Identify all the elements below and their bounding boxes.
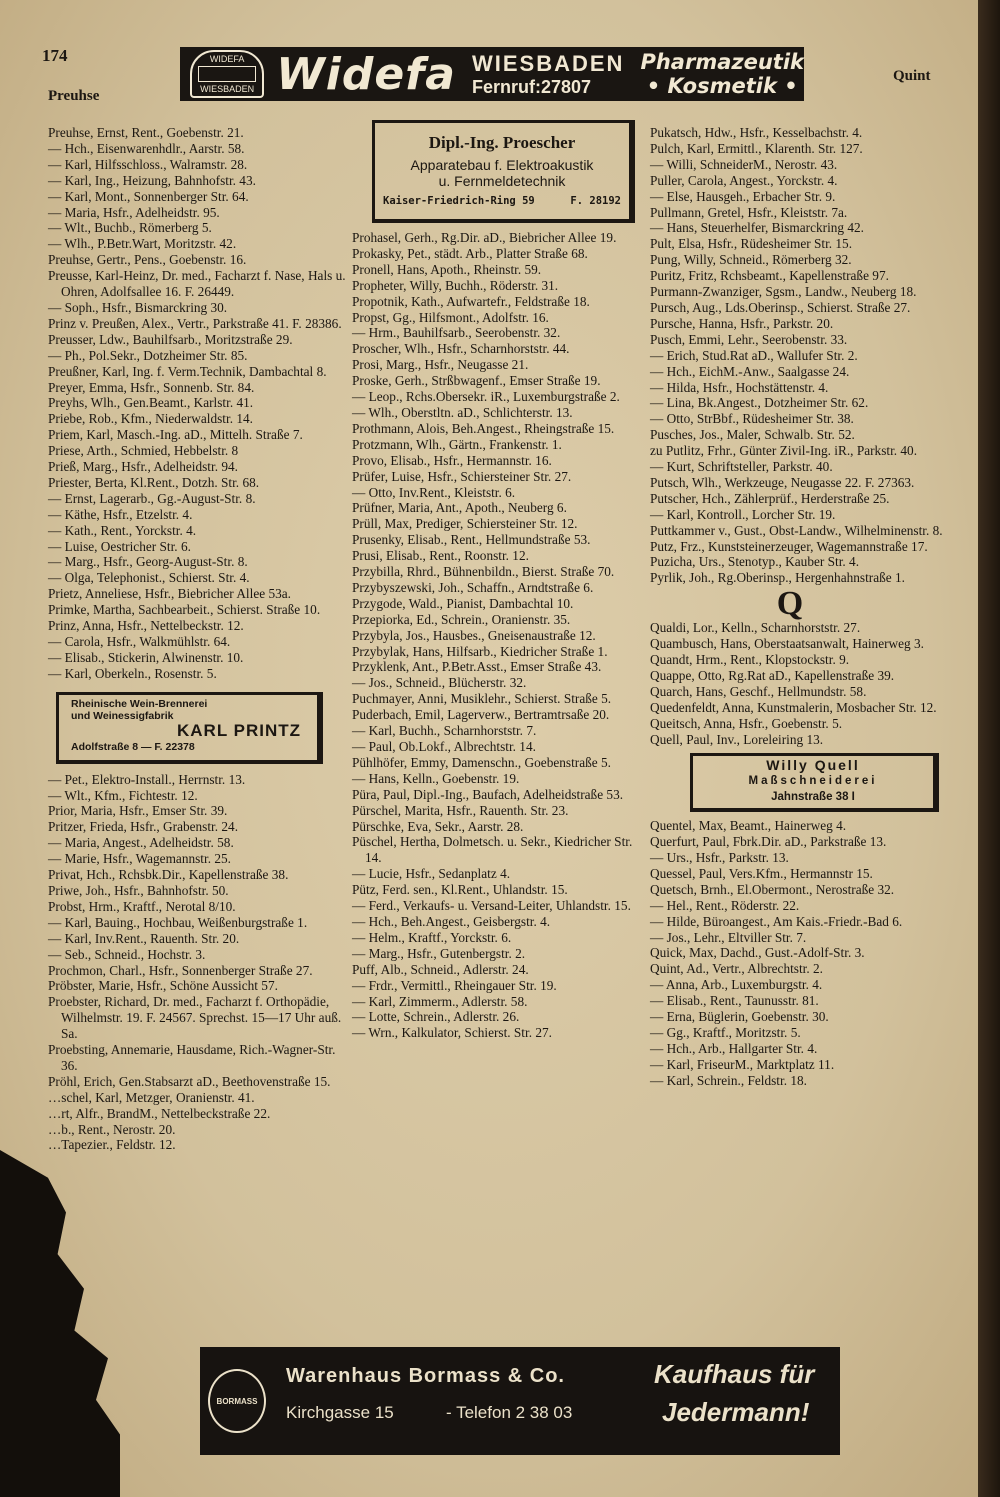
widefa-logo-top-text: WIDEFA bbox=[209, 54, 245, 64]
directory-entry: — Else, Hausgeh., Erbacher Str. 9. bbox=[650, 188, 836, 204]
directory-entry: Quetsch, Brnh., El.Obermont., Nerostraße 32. bbox=[650, 881, 895, 897]
directory-entry: — Karl, Oberkeln., Rosenstr. 5. bbox=[48, 665, 217, 681]
directory-entry: — Hilda, Hsfr., Hochstättenstr. 4. bbox=[650, 379, 829, 395]
headword-right: Quint bbox=[893, 68, 931, 84]
directory-entry: Prüfner, Maria, Ant., Apoth., Neuberg 6. bbox=[352, 500, 567, 516]
directory-entry: — Ferd., Verkaufs- u. Versand-Leiter, Uhlandstr. 15. bbox=[352, 898, 631, 914]
directory-entry: — Kath., Rent., Yorckstr. 4. bbox=[48, 522, 197, 538]
directory-entry: — Hch., Arb., Hallgarter Str. 4. bbox=[650, 1040, 818, 1056]
directory-entry: — Jos., Lehr., Eltviller Str. 7. bbox=[650, 929, 807, 945]
directory-entry: Proebsting, Annemarie, Hausdame, Rich.-Wagner-Str. 36. bbox=[48, 1042, 336, 1073]
bormass-slogan-line1: Kaufhaus für bbox=[654, 1359, 815, 1389]
directory-entry: Puller, Carola, Angest., Yorckstr. 4. bbox=[650, 172, 838, 188]
widefa-contact bbox=[472, 51, 624, 98]
directory-entry: Pütz, Ferd. sen., Kl.Rent., Uhlandstr. 15. bbox=[352, 882, 568, 898]
directory-entry: Püra, Paul, Dipl.-Ing., Baufach, Adelheidstraße 53. bbox=[352, 786, 624, 802]
directory-entry: Prohasel, Gerh., Rg.Dir. aD., Biebricher Allee 19. bbox=[352, 230, 617, 245]
directory-entry: — Wlh., Oberstltn. aD., Schlichterstr. 13. bbox=[352, 404, 573, 420]
directory-entry: Quentel, Max, Beamt., Hainerweg 4. bbox=[650, 818, 847, 834]
directory-entry: — Gg., Kraftf., Moritzstr. 5. bbox=[650, 1024, 801, 1040]
headword-left: Preuhse bbox=[48, 88, 100, 104]
column-a bbox=[48, 125, 348, 1153]
widefa-advertisement bbox=[180, 47, 804, 101]
quell-advertisement bbox=[690, 753, 939, 812]
directory-entry: Priwe, Joh., Hsfr., Bahnhofstr. 50. bbox=[48, 882, 229, 898]
directory-entry: — Hch., EichM.-Anw., Saalgasse 24. bbox=[650, 363, 850, 379]
directory-entry: Pult, Elsa, Hsfr., Rüdesheimer Str. 15. bbox=[650, 236, 853, 252]
directory-entry: Prüfer, Luise, Hsfr., Schiersteiner Str. 27. bbox=[352, 468, 572, 484]
directory-entry: — Olga, Telephonist., Schierst. Str. 4. bbox=[48, 570, 250, 586]
directory-entry: — Elisab., Rent., Taunusstr. 81. bbox=[650, 993, 819, 1009]
directory-entry: Preusser, Ldw., Bauhilfsarb., Moritzstraße 29. bbox=[48, 331, 293, 347]
proescher-contact bbox=[383, 195, 621, 207]
directory-entry: Pusches, Jos., Maler, Schwalb. Str. 52. bbox=[650, 427, 855, 443]
page-number: 174 bbox=[42, 46, 68, 65]
directory-entry: — Urs., Hsfr., Parkstr. 13. bbox=[650, 849, 789, 865]
directory-entry: — Hilde, Büroangest., Am Kais.-Friedr.-Bad 6. bbox=[650, 913, 903, 929]
directory-entry: Quick, Max, Dachd., Gust.-Adolf-Str. 3. bbox=[650, 945, 865, 961]
quell-trade: Maßschneiderei bbox=[748, 775, 878, 788]
directory-entry: — Hch., Beh.Angest., Geisbergstr. 4. bbox=[352, 913, 551, 929]
directory-entry: Pukatsch, Hdw., Hsfr., Kesselbachstr. 4. bbox=[650, 125, 863, 140]
proescher-address: Kaiser-Friedrich-Ring 59 bbox=[383, 195, 535, 207]
directory-entry: Pursche, Hanna, Hsfr., Parkstr. 20. bbox=[650, 315, 834, 331]
directory-entry: Putscher, Hch., Zählerprüf., Herderstraße 25. bbox=[650, 490, 890, 506]
directory-entry: Quedenfeldt, Anna, Kunstmalerin, Mosbacher Str. 12. bbox=[650, 699, 937, 715]
directory-entry: Preuhse, Ernst, Rent., Goebenstr. 21. bbox=[48, 125, 244, 140]
directory-entry: Przyklenk, Ant., P.Betr.Asst., Emser Straße 43. bbox=[352, 659, 602, 675]
quell-name: Willy Quell bbox=[766, 757, 860, 774]
directory-entry: Proske, Gerh., Strßbwagenf., Emser Straße 19. bbox=[352, 373, 601, 389]
directory-entry: Purmann-Zwanziger, Sgsm., Landw., Neuberg 18. bbox=[650, 284, 917, 300]
directory-entry: — Karl, Hilfsschloss., Walramstr. 28. bbox=[48, 156, 248, 172]
directory-entry: — Karl, Buchh., Scharnhorststr. 7. bbox=[352, 723, 537, 739]
widefa-phone: Fernruf:27807 bbox=[472, 76, 592, 97]
directory-entry: Pürschel, Marita, Hsfr., Rauenth. Str. 23. bbox=[352, 802, 569, 818]
letter-heading: Q bbox=[776, 585, 804, 623]
printz-advertisement bbox=[56, 692, 323, 764]
directory-entry: — Marg., Hsfr., Gutenbergstr. 2. bbox=[352, 945, 526, 961]
directory-entry: Proscher, Wlh., Hsfr., Scharnhorststr. 44. bbox=[352, 341, 570, 357]
directory-entry: …rt, Alfr., BrandM., Nettelbeckstraße 22. bbox=[48, 1105, 271, 1121]
torn-page-corner bbox=[0, 1150, 120, 1497]
bormass-address: Kirchgasse 15 bbox=[286, 1403, 394, 1422]
globe-icon bbox=[208, 1369, 266, 1433]
directory-entry: — Lucie, Hsfr., Sedanplatz 4. bbox=[352, 866, 511, 882]
directory-entry: Preußner, Karl, Ing. f. Verm.Technik, Dambachtal 8. bbox=[48, 363, 327, 379]
printz-address: Adolfstraße 8 — F. 22378 bbox=[71, 740, 195, 753]
proescher-phone: F. 28192 bbox=[570, 195, 621, 207]
directory-entry: — Wlt., Kfm., Fichtestr. 12. bbox=[48, 787, 198, 803]
directory-entry: Priem, Karl, Masch.-Ing. aD., Mittelh. Straße 7. bbox=[48, 427, 303, 443]
widefa-line1: Pharmazeutik bbox=[640, 50, 804, 74]
proescher-advertisement bbox=[372, 120, 635, 223]
directory-entry: Propotnik, Kath., Aufwartefr., Feldstraße 18. bbox=[352, 293, 590, 309]
directory-entry: Puff, Alb., Schneid., Adlerstr. 24. bbox=[352, 961, 529, 977]
directory-entry: Pröbster, Marie, Hsfr., Schöne Aussicht 57. bbox=[48, 978, 278, 994]
directory-entry: Pulch, Karl, Ermittl., Klarenth. Str. 127. bbox=[650, 140, 863, 156]
widefa-products bbox=[640, 50, 804, 98]
directory-entry: Priester, Berta, Kl.Rent., Dotzh. Str. 68. bbox=[48, 474, 260, 490]
directory-entry: Pürschke, Eva, Sekr., Aarstr. 28. bbox=[352, 818, 524, 834]
printz-line2: und Weinessigfabrik bbox=[71, 709, 174, 722]
directory-entry: Queitsch, Anna, Hsfr., Goebenstr. 5. bbox=[650, 715, 843, 731]
directory-entry: Protzmann, Wlh., Gärtn., Frankenstr. 1. bbox=[352, 436, 562, 452]
bormass-advertisement bbox=[200, 1347, 840, 1455]
directory-entry: — Erich, Stud.Rat aD., Wallufer Str. 2. bbox=[650, 347, 858, 363]
directory-entry: Przygode, Wald., Pianist, Dambachtal 10. bbox=[352, 595, 574, 611]
entry-list-a2 bbox=[48, 772, 348, 1154]
directory-entry: — Hel., Rent., Röderstr. 22. bbox=[650, 897, 800, 913]
directory-entry: Prüll, Max, Prediger, Schiersteiner Str. 12. bbox=[352, 516, 578, 532]
directory-entry: Pröhl, Erich, Gen.Stabsarzt aD., Beethovenstraße 15. bbox=[48, 1073, 331, 1089]
directory-entry: Prietz, Anneliese, Hsfr., Biebricher Allee 53a. bbox=[48, 586, 291, 602]
directory-entry: — Kurt, Schriftsteller, Parkstr. 40. bbox=[650, 459, 833, 475]
directory-entry: Priese, Arth., Schmied, Hebbelstr. 8 bbox=[48, 443, 239, 459]
directory-entry: — Carola, Hsfr., Walkmühlstr. 64. bbox=[48, 634, 231, 649]
directory-entry: Pursch, Aug., Lds.Oberinsp., Schierst. Straße 27. bbox=[650, 299, 911, 315]
directory-entry: — Jos., Schneid., Blücherstr. 32. bbox=[352, 675, 527, 691]
directory-entry: Primke, Martha, Sachbearbeit., Schierst. Straße 10. bbox=[48, 602, 321, 618]
directory-entry: — Elisab., Stickerin, Alwinenstr. 10. bbox=[48, 649, 244, 665]
widefa-city: WIESBADEN bbox=[472, 50, 625, 76]
quell-address: Jahnstraße 38 I bbox=[771, 791, 855, 804]
directory-entry: — Karl, Kontroll., Lorcher Str. 19. bbox=[650, 506, 836, 522]
directory-entry: Propheter, Willy, Buchh., Röderstr. 31. bbox=[352, 277, 559, 293]
directory-entry: — Lotte, Schrein., Adlerstr. 26. bbox=[352, 1009, 520, 1025]
directory-entry: — Otto, StrBbf., Rüdesheimer Str. 38. bbox=[650, 411, 854, 427]
directory-entry: — Paul, Ob.Lokf., Albrechtstr. 14. bbox=[352, 739, 536, 754]
entry-list-a bbox=[48, 125, 348, 682]
directory-entry: — Karl, Ing., Heizung, Bahnhofstr. 43. bbox=[48, 172, 256, 188]
directory-entry: — Leop., Rchs.Obersekr. iR., Luxemburgstraße 2. bbox=[352, 389, 620, 405]
directory-entry: …b., Rent., Nerostr. 20. bbox=[48, 1121, 176, 1137]
directory-entry: — Helm., Kraftf., Yorckstr. 6. bbox=[352, 929, 512, 945]
directory-entry: — Maria, Angest., Adelheidstr. 58. bbox=[48, 835, 234, 851]
entry-list-c bbox=[650, 125, 950, 586]
directory-entry: …schel, Karl, Metzger, Oranienstr. 41. bbox=[48, 1089, 255, 1105]
directory-entry: Przybyszewski, Joh., Schaffn., Arndtstraße 6. bbox=[352, 579, 594, 595]
directory-entry: — Pet., Elektro-Install., Herrnstr. 13. bbox=[48, 771, 246, 787]
directory-entry: Puchmayer, Anni, Musiklehr., Schierst. Straße 5. bbox=[352, 691, 612, 707]
directory-entry: — Hans, Steuerhelfer, Bismarckring 42. bbox=[650, 220, 865, 236]
directory-entry: Pyrlik, Joh., Rg.Oberinsp., Hergenhahnstraße 1. bbox=[650, 570, 905, 586]
directory-entry: Propst, Gg., Hilfsmont., Adolfstr. 16. bbox=[352, 309, 549, 325]
directory-entry: Przybyla, Jos., Hausbes., Gneisenaustraße 12. bbox=[352, 627, 596, 643]
directory-entry: Quappe, Otto, Rg.Rat aD., Kapellenstraße 39. bbox=[650, 667, 895, 683]
directory-entry: Preusse, Karl-Heinz, Dr. med., Facharzt f. Nase, Hals u. Ohren, Adolfsallee 16. F. 26449. bbox=[48, 268, 346, 300]
directory-entry: Pusch, Emmi, Lehr., Seerobenstr. 33. bbox=[650, 331, 848, 347]
directory-entry: Prieß, Marg., Hsfr., Adelheidstr. 94. bbox=[48, 459, 238, 475]
directory-entry: — Ernst, Lagerarb., Gg.-August-Str. 8. bbox=[48, 490, 256, 506]
directory-entry: Probst, Hrm., Kraftf., Nerotal 8/10. bbox=[48, 898, 236, 914]
directory-entry: — Wlt., Buchb., Römerberg 5. bbox=[48, 220, 212, 236]
directory-entry: — Karl, Mont., Sonnenberger Str. 64. bbox=[48, 188, 249, 204]
directory-entry: Prusenky, Elisab., Rent., Hellmundstraße 53. bbox=[352, 532, 591, 548]
directory-entry: — Karl, Zimmerm., Adlerstr. 58. bbox=[352, 993, 528, 1009]
directory-entry: Pronell, Hans, Apoth., Rheinstr. 59. bbox=[352, 261, 542, 277]
directory-entry: Quessel, Paul, Vers.Kfm., Hermannstr 15. bbox=[650, 865, 873, 881]
directory-entry: — Hch., Eisenwarenhdlr., Aarstr. 58. bbox=[48, 140, 245, 156]
directory-entry: — Luise, Oestricher Str. 6. bbox=[48, 538, 191, 554]
directory-entry: — Frdr., Vermittl., Rheingauer Str. 19. bbox=[352, 977, 557, 993]
entry-list-b bbox=[352, 230, 648, 1041]
bormass-logo-text: BORMASS bbox=[216, 1396, 258, 1406]
directory-entry: Proebster, Richard, Dr. med., Facharzt f. Orthopädie, Wilhelmstr. 19. F. 24567. Sprechst. 15—17 Uhr auß. Sa. bbox=[48, 994, 342, 1042]
directory-entry: Quarch, Hans, Geschf., Hellmundstr. 58. bbox=[650, 683, 867, 699]
directory-entry: Prothmann, Alois, Beh.Angest., Rheingstraße 15. bbox=[352, 420, 615, 436]
bormass-phone: - Telefon 2 38 03 bbox=[446, 1403, 573, 1422]
directory-entry: Prusi, Elisab., Rent., Roonstr. 12. bbox=[352, 548, 529, 564]
directory-entry: Querfurt, Paul, Fbrk.Dir. aD., Parkstraße 13. bbox=[650, 834, 887, 850]
proescher-line1: Apparatebau f. Elektroakustik bbox=[410, 157, 594, 173]
directory-entry: — Karl, FriseurM., Marktplatz 11. bbox=[650, 1056, 835, 1072]
directory-entry: — Anna, Arb., Luxemburgstr. 4. bbox=[650, 977, 823, 993]
widefa-logo bbox=[190, 50, 264, 98]
entry-list-c3 bbox=[650, 818, 950, 1088]
directory-entry: Qualdi, Lor., Kelln., Scharnhorststr. 27. bbox=[650, 620, 861, 636]
proescher-line2: u. Fernmeldetechnik bbox=[438, 173, 566, 189]
directory-entry: — Käthe, Hsfr., Etzelstr. 4. bbox=[48, 506, 193, 522]
directory-entry: Quambusch, Hans, Oberstaatsanwalt, Hainerweg 3. bbox=[650, 636, 924, 652]
directory-entry: — Erna, Büglerin, Goebenstr. 30. bbox=[650, 1009, 829, 1025]
directory-entry: Quandt, Hrm., Rent., Klopstockstr. 9. bbox=[650, 652, 850, 667]
directory-entry: Przybilla, Rhrd., Bühnenbildn., Bierst. Straße 70. bbox=[352, 564, 615, 580]
directory-entry: — Otto, Inv.Rent., Kleiststr. 6. bbox=[352, 484, 516, 500]
directory-entry: Pung, Willy, Schneid., Römerberg 32. bbox=[650, 252, 852, 268]
directory-entry: Prosi, Marg., Hsfr., Neugasse 21. bbox=[352, 357, 529, 373]
directory-entry: — Seb., Schneid., Hochstr. 3. bbox=[48, 946, 206, 962]
directory-entry: Preyer, Emma, Hsfr., Sonnenb. Str. 84. bbox=[48, 379, 255, 395]
directory-entry: Putsch, Wlh., Werkzeuge, Neugasse 22. F. 27363. bbox=[650, 474, 915, 490]
directory-entry: Prinz v. Preußen, Alex., Vertr., Parkstraße 41. F. 28386. bbox=[48, 315, 342, 331]
directory-entry: Przybylak, Hans, Hilfsarb., Kiedricher Straße 1. bbox=[352, 643, 608, 659]
directory-entry: Prokasky, Pet., städt. Arb., Platter Straße 68. bbox=[352, 245, 588, 261]
directory-entry: — Marg., Hsfr., Georg-August-Str. 8. bbox=[48, 554, 248, 570]
directory-entry: Priebe, Rob., Kfm., Niederwaldstr. 14. bbox=[48, 411, 253, 427]
column-c bbox=[650, 125, 950, 1089]
directory-entry: zu Putlitz, Frhr., Günter Zivil-Ing. iR., Parkstr. 40. bbox=[650, 443, 918, 459]
bormass-name: Warenhaus Bormass & Co. bbox=[286, 1365, 565, 1387]
directory-entry: Puritz, Fritz, Rchsbeamt., Kapellenstraße 97. bbox=[650, 268, 889, 284]
directory-entry: Preuhse, Gertr., Pens., Goebenstr. 16. bbox=[48, 252, 247, 268]
directory-entry: Quell, Paul, Inv., Loreleiring 13. bbox=[650, 731, 824, 747]
directory-entry: Prior, Maria, Hsfr., Emser Str. 39. bbox=[48, 803, 228, 819]
directory-entry: Pullmann, Gretel, Hsfr., Kleiststr. 7a. bbox=[650, 204, 848, 220]
directory-entry: — Marie, Hsfr., Wagemannstr. 25. bbox=[48, 851, 231, 867]
directory-entry: Quint, Ad., Vertr., Albrechtstr. 2. bbox=[650, 961, 823, 977]
book-spine bbox=[978, 0, 1000, 1497]
directory-entry: — Hrm., Bauhilfsarb., Seerobenstr. 32. bbox=[352, 325, 561, 341]
directory-entry: — Karl, Inv.Rent., Rauenth. Str. 20. bbox=[48, 930, 240, 946]
directory-entry: — Maria, Hsfr., Adelheidstr. 95. bbox=[48, 204, 220, 220]
column-b bbox=[352, 230, 648, 1041]
directory-entry: Przepiorka, Ed., Schrein., Oranienstr. 35. bbox=[352, 611, 571, 627]
directory-entry: — Lina, Bk.Angest., Dotzheimer Str. 62. bbox=[650, 395, 869, 411]
printz-line1: Rheinische Wein-Brennerei bbox=[71, 697, 208, 710]
printz-name: KARL PRINTZ bbox=[176, 720, 301, 740]
directory-entry: …Tapezier., Feldstr. 12. bbox=[48, 1137, 176, 1153]
directory-entry: Putz, Frz., Kunststeinerzeuger, Wagemannstraße 17. bbox=[650, 538, 928, 554]
bormass-slogan-line2: Jedermann! bbox=[662, 1397, 810, 1427]
directory-entry: Puttkammer v., Gust., Obst-Landw., Wilhelminenstr. 8. bbox=[650, 522, 943, 538]
directory-entry: — Karl, Bauing., Hochbau, Weißenburgstraße 1. bbox=[48, 914, 308, 930]
directory-entry: — Wrn., Kalkulator, Schierst. Str. 27. bbox=[352, 1025, 552, 1041]
directory-entry: Preyhs, Wlh., Gen.Beamt., Karlstr. 41. bbox=[48, 395, 254, 411]
directory-entry: — Ph., Pol.Sekr., Dotzheimer Str. 85. bbox=[48, 347, 248, 363]
building-icon bbox=[198, 66, 256, 82]
directory-entry: Provo, Elisab., Hsfr., Hermannstr. 16. bbox=[352, 452, 552, 468]
widefa-line2: • Kosmetik • bbox=[646, 74, 798, 98]
directory-entry: Prinz, Anna, Hsfr., Nettelbeckstr. 12. bbox=[48, 618, 244, 634]
directory-entry: Pritzer, Frieda, Hsfr., Grabenstr. 24. bbox=[48, 819, 239, 835]
directory-entry: Prochmon, Charl., Hsfr., Sonnenberger Straße 27. bbox=[48, 962, 313, 978]
directory-entry: — Wlh., P.Betr.Wart, Moritzstr. 42. bbox=[48, 236, 237, 252]
directory-entry: Puderbach, Emil, Lagerverw., Bertramtrsaße 20. bbox=[352, 707, 610, 723]
widefa-logo-bottom-text: WIESBADEN bbox=[200, 84, 255, 94]
directory-entry: Püschel, Hertha, Dolmetsch. u. Sekr., Kiedricher Str. 14. bbox=[352, 834, 633, 866]
proescher-name: Dipl.-Ing. Proescher bbox=[428, 133, 576, 152]
directory-entry: — Karl, Schrein., Feldstr. 18. bbox=[650, 1072, 807, 1088]
widefa-brand: Widefa bbox=[276, 48, 456, 100]
directory-entry: Privat, Hch., Rchsbk.Dir., Kapellenstraße 38. bbox=[48, 867, 289, 883]
directory-entry: — Willi, SchneiderM., Nerostr. 43. bbox=[650, 156, 838, 172]
entry-list-c2 bbox=[650, 620, 950, 747]
directory-entry: — Hans, Kelln., Goebenstr. 19. bbox=[352, 770, 520, 786]
directory-entry: Puzicha, Urs., Stenotyp., Kauber Str. 4. bbox=[650, 554, 860, 570]
directory-entry: — Soph., Hsfr., Bismarckring 30. bbox=[48, 299, 228, 315]
directory-entry: Pühlhöfer, Emmy, Damenschn., Goebenstraße 5. bbox=[352, 754, 611, 770]
